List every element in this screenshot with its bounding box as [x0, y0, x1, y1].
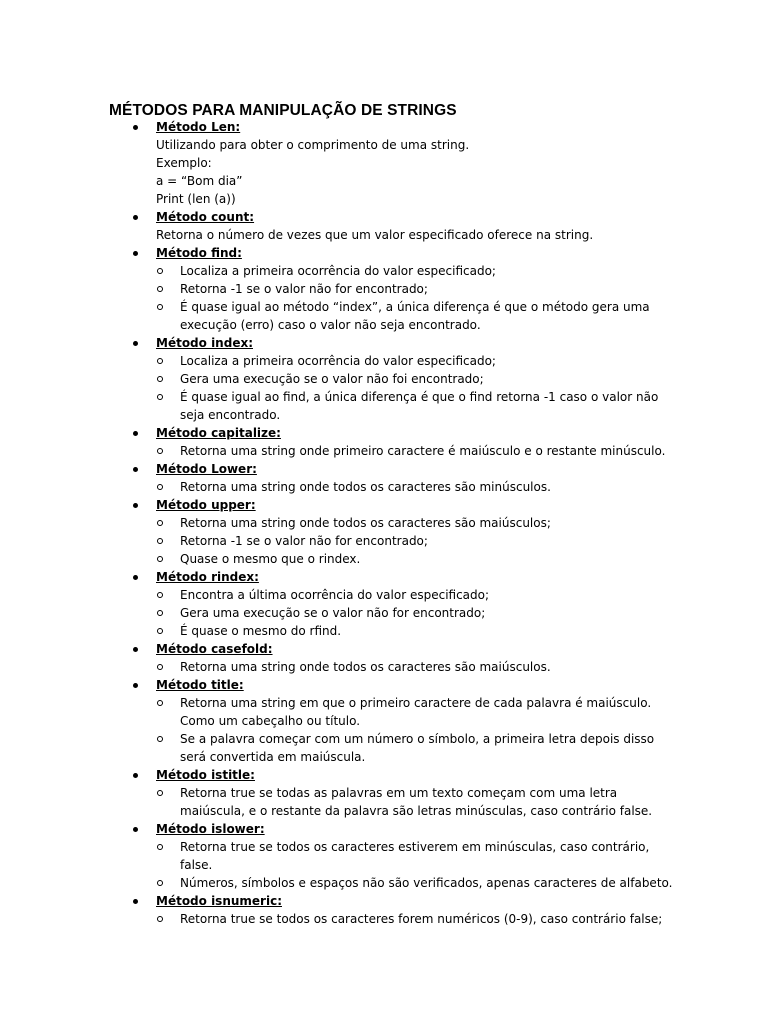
method-section	[0, 676, 768, 766]
method-sublist	[156, 694, 768, 766]
method-sublist	[156, 478, 768, 496]
method-heading: Método Len:	[156, 120, 241, 134]
method-subitem: Quase o mesmo que o rindex.	[0, 550, 768, 568]
method-heading: Método isnumeric:	[156, 894, 282, 908]
method-heading: Método index:	[156, 336, 253, 350]
method-section	[0, 568, 768, 640]
method-heading: Método count:	[156, 210, 255, 224]
method-sublist	[156, 586, 768, 640]
method-heading: Método upper:	[156, 498, 256, 512]
method-subitem: Retorna -1 se o valor não for encontrado;	[0, 532, 768, 550]
method-description-line: Exemplo:	[156, 156, 212, 170]
method-subitem: Retorna uma string onde todos os caracteres são maiúsculos;	[0, 514, 768, 532]
method-subitem: Gera uma execução se o valor não foi encontrado;	[0, 370, 768, 388]
method-section	[0, 820, 768, 892]
method-subitem: Retorna uma string em que o primeiro caractere de cada palavra é maiúsculo. Como um cabeçalho ou título.	[0, 694, 768, 730]
method-subitem: Retorna true se todas as palavras em um texto começam com uma letra maiúscula, e o restante da palavra são letras minúsculas, caso contrário false.	[0, 784, 768, 820]
method-heading: Método istitle:	[156, 768, 255, 782]
method-subitem: Retorna true se todos os caracteres estiverem em minúsculas, caso contrário, false.	[0, 838, 768, 874]
method-sublist	[156, 514, 768, 568]
method-subitem: Retorna uma string onde todos os caracteres são minúsculos.	[0, 478, 768, 496]
method-subitem: Gera uma execução se o valor não for encontrado;	[0, 604, 768, 622]
method-subitem: Retorna uma string onde todos os caracteres são maiúsculos.	[0, 658, 768, 676]
method-section	[0, 892, 768, 928]
method-section	[0, 496, 768, 568]
method-sublist	[156, 784, 768, 820]
method-section	[0, 424, 768, 460]
method-heading: Método casefold:	[156, 642, 273, 656]
method-subitem: Números, símbolos e espaços não são verificados, apenas caracteres de alfabeto.	[0, 874, 768, 892]
method-sublist	[156, 442, 768, 460]
method-section	[0, 640, 768, 676]
method-description-line: Print (len (a))	[156, 192, 236, 206]
method-subitem: É quase igual ao método “index”, a única diferença é que o método gera uma execução (erro) caso o valor não seja encontrado.	[0, 298, 768, 334]
method-heading: Método rindex:	[156, 570, 259, 584]
method-sublist	[156, 352, 768, 424]
method-subitem: Localiza a primeira ocorrência do valor especificado;	[0, 262, 768, 280]
method-heading: Método title:	[156, 678, 244, 692]
method-heading: Método find:	[156, 246, 242, 260]
method-description-line: Retorna o número de vezes que um valor especificado oferece na string.	[156, 228, 594, 242]
method-list	[0, 118, 768, 928]
method-subitem: Se a palavra começar com um número o símbolo, a primeira letra depois disso será convertida em maiúscula.	[0, 730, 768, 766]
method-subitem: Retorna true se todos os caracteres forem numéricos (0-9), caso contrário false;	[0, 910, 768, 928]
method-subitem: Retorna uma string onde primeiro caractere é maiúsculo e o restante minúsculo.	[0, 442, 768, 460]
method-section	[0, 334, 768, 424]
method-subitem: Encontra a última ocorrência do valor especificado;	[0, 586, 768, 604]
method-section	[0, 244, 768, 334]
method-subitem: É quase o mesmo do rfind.	[0, 622, 768, 640]
method-subitem: Retorna -1 se o valor não for encontrado;	[0, 280, 768, 298]
method-section	[0, 118, 768, 208]
method-sublist	[156, 262, 768, 334]
method-sublist	[156, 658, 768, 676]
method-heading: Método Lower:	[156, 462, 257, 476]
method-description-line: a = “Bom dia”	[156, 174, 243, 188]
document-title: MÉTODOS PARA MANIPULAÇÃO DE STRINGS	[109, 102, 457, 119]
method-description-line: Utilizando para obter o comprimento de uma string.	[156, 138, 470, 152]
method-section	[0, 460, 768, 496]
method-sublist	[156, 838, 768, 892]
method-section	[0, 208, 768, 244]
method-heading: Método islower:	[156, 822, 265, 836]
document-body	[0, 118, 768, 928]
method-subitem: Localiza a primeira ocorrência do valor especificado;	[0, 352, 768, 370]
method-section	[0, 766, 768, 820]
method-sublist	[156, 910, 768, 928]
method-subitem: É quase igual ao find, a única diferença é que o find retorna -1 caso o valor não seja encontrado.	[0, 388, 768, 424]
method-heading: Método capitalize:	[156, 426, 281, 440]
